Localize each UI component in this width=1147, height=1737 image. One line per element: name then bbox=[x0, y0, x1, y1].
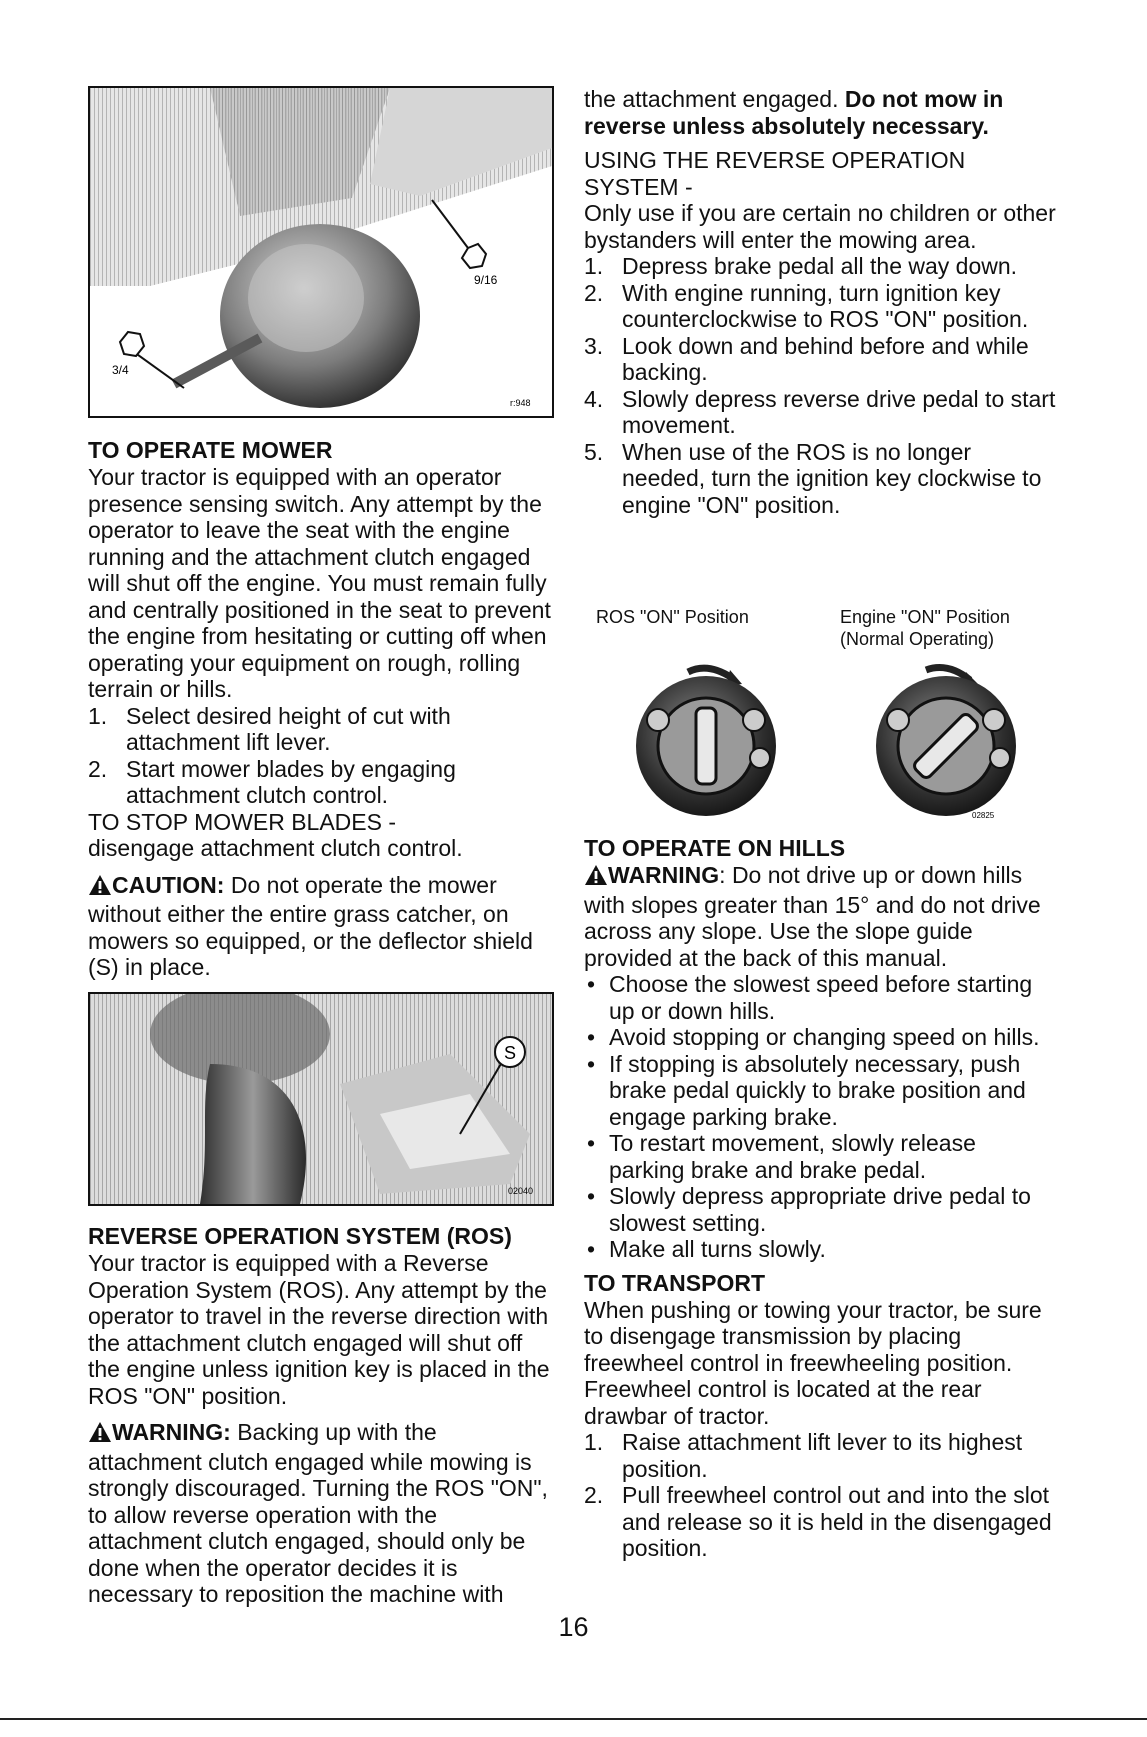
figure-code: 02040 bbox=[508, 1186, 534, 1196]
stop-blades-text: disengage attachment clutch control. bbox=[88, 835, 463, 861]
page-bottom-rule bbox=[0, 1718, 1147, 1720]
list-item: 2. With engine running, turn ignition key counterclockwise to ROS "ON" position. bbox=[584, 279, 1029, 332]
warning-triangle-icon bbox=[88, 1421, 112, 1449]
list-item: • To restart movement, slowly release parking brake and brake pedal. bbox=[587, 1130, 976, 1183]
ros-warning-note bbox=[88, 1419, 554, 1608]
wheel-bolt-figure bbox=[88, 86, 554, 418]
transport-body: When pushing or towing your tractor, be sure to disengage transmission by placing freewheel control in freewheeling position. Freewheel control is located at the rear drawbar of tractor. bbox=[584, 1296, 1042, 1429]
engine-key-switch-icon bbox=[876, 668, 1016, 816]
list-item: 2. Pull freewheel control out and into the slot and release so it is held in the disengaged position. bbox=[584, 1482, 1052, 1561]
operate-mower-heading: TO OPERATE MOWER bbox=[88, 437, 333, 463]
transport-heading: TO TRANSPORT bbox=[584, 1269, 766, 1296]
ros-heading: REVERSE OPERATION SYSTEM (ROS) bbox=[88, 1223, 512, 1249]
list-item: 1. Select desired height of cut with attachment lift lever. bbox=[88, 702, 451, 755]
operate-mower-body: Your tractor is equipped with an operator presence sensing switch. Any attempt by the operator to leave the seat with the engine running and the attachment clutch engaged will shut off the engine. You must remain fully and centrally positioned in the seat to prevent the engine from hesitating or cutting off when operating your equipment on rough, rolling terrain or hills. bbox=[88, 464, 551, 702]
page-number: 16 bbox=[558, 1612, 589, 1642]
list-item: • Choose the slowest speed before starting up or down hills. bbox=[587, 971, 1033, 1024]
list-item: • Make all turns slowly. bbox=[587, 1236, 826, 1262]
ros-position-caption: ROS "ON" Position bbox=[596, 607, 749, 627]
warning-triangle-icon bbox=[584, 864, 608, 892]
caution-word: CAUTION: bbox=[112, 871, 225, 898]
list-item: 2. Start mower blades by engaging attachment clutch control. bbox=[88, 755, 456, 808]
stop-blades-heading: TO STOP MOWER BLADES - bbox=[88, 808, 397, 835]
list-item: • If stopping is absolutely necessary, push brake pedal quickly to brake position and engage parking brake. bbox=[587, 1050, 1026, 1130]
list-item: • Slowly depress appropriate drive pedal to slowest setting. bbox=[587, 1183, 1031, 1236]
engine-position-caption: Engine "ON" Position bbox=[840, 607, 1010, 627]
warning-triangle-icon bbox=[88, 874, 112, 902]
mower-steps bbox=[88, 703, 554, 809]
ros-key-switch-icon bbox=[636, 668, 776, 816]
hills-bullets bbox=[584, 971, 1056, 1263]
ros-warning-continued: the attachment engaged. Do not mow in reverse unless absolutely necessary. bbox=[584, 86, 1004, 139]
figure-code: r:948 bbox=[510, 398, 531, 408]
hills-heading: TO OPERATE ON HILLS bbox=[584, 835, 846, 861]
list-item: 1. Raise attachment lift lever to its highest position. bbox=[584, 1429, 1023, 1482]
deflector-shield-figure bbox=[88, 992, 554, 1206]
list-item: • Avoid stopping or changing speed on hills. bbox=[587, 1024, 1040, 1050]
hills-warning-note bbox=[584, 862, 1056, 971]
warning-word: WARNING bbox=[608, 862, 720, 888]
ignition-key-figure bbox=[596, 604, 1056, 822]
nut-size-label: 9/16 bbox=[474, 273, 498, 287]
transport-steps bbox=[584, 1429, 1056, 1562]
warning-text: Backing up with the attachment clutch engaged while mowing is strongly discouraged. Turning the ROS "ON", to allow reverse operation with the attachment clutch engaged, should only be done when the operator decides it is necessary to reposition the machine with bbox=[88, 1419, 548, 1607]
warning-text: : Do not drive up or down hills with slopes greater than 15° and do not drive across any slope. Use the slope guide provided at the back of this manual. bbox=[584, 862, 1041, 971]
caution-note bbox=[88, 872, 554, 981]
list-item: 3. Look down and behind before and while backing. bbox=[584, 332, 1029, 385]
caution-text: Do not operate the mower without either the entire grass catcher, on mowers so equipped, or the deflector shield (S) in place. bbox=[88, 871, 533, 980]
bolt-size-label: 3/4 bbox=[112, 363, 129, 377]
ros-body: Your tractor is equipped with a Reverse Operation System (ROS). Any attempt by the operator to travel in the reverse direction with the attachment clutch engaged will shut off the engine unless ignition key is placed in the ROS "ON" position. bbox=[88, 1250, 550, 1409]
using-ros-intro: Only use if you are certain no children or other bystanders will enter the mowing area. bbox=[584, 200, 1056, 253]
list-item: 5. When use of the ROS is no longer needed, turn the ignition key clockwise to engine "ON" position. bbox=[584, 438, 1042, 518]
using-ros-heading: USING THE REVERSE OPERATION SYSTEM - bbox=[584, 147, 966, 200]
figure-code: 02825 bbox=[972, 811, 995, 820]
shield-label: S bbox=[504, 1043, 517, 1063]
list-item: 4. Slowly depress reverse drive pedal to start movement. bbox=[584, 385, 1056, 438]
using-ros-steps bbox=[584, 253, 1056, 518]
list-item: 1. Depress brake pedal all the way down. bbox=[584, 253, 1018, 279]
warning-word: WARNING: bbox=[112, 1419, 231, 1445]
normal-operating-caption: (Normal Operating) bbox=[840, 629, 995, 649]
